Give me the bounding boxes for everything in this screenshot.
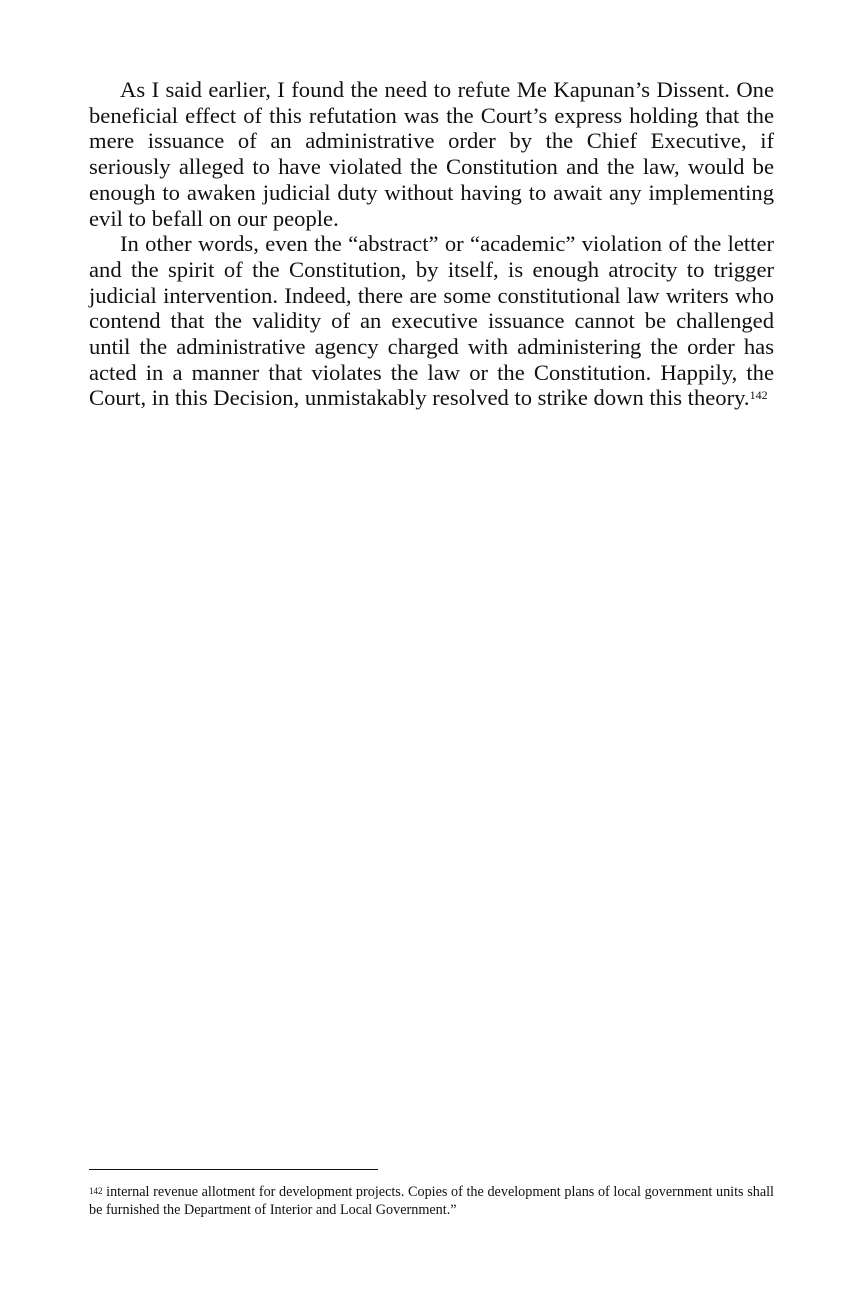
footnote [89,1183,774,1219]
paragraph-1 [89,77,774,231]
footnote-divider [89,1169,378,1170]
footnote-reference[interactable]: 142 [749,388,768,403]
paragraph-2-text: In other words, even the “abstract” or “academic” violation of the letter and the spirit of the Constitution, by itself, is enough atrocity to trigger judicial intervention. Indeed, there are some constitutional law writers who contend that the validity of an executive issuance cannot be challenged until the administrative agency charged with administering the order has acted in a manner that violates the law or the Constitution. Happily, the Court, in this Decision, unmistakably resolved to strike down this theory. [89,231,774,411]
body-text [89,77,774,411]
paragraph-1-text: As I said earlier, I found the need to refute Me Kapunan’s Dissent. One beneficial effect of this refutation was the Court’s express holding that the mere issuance of an administrative order by the Chief Executive, if seriously alleged to have violated the Constitution and the law, would be enough to awaken judicial duty without having to await any implementing evil to befall on our people. [89,77,774,231]
paragraph-2 [89,231,774,411]
footnote-number: 142 [89,1186,103,1196]
footnote-text: internal revenue allotment for development projects. Copies of the development plans of local government units shall be furnished the Department of Interior and Local Government.” [89,1184,774,1218]
